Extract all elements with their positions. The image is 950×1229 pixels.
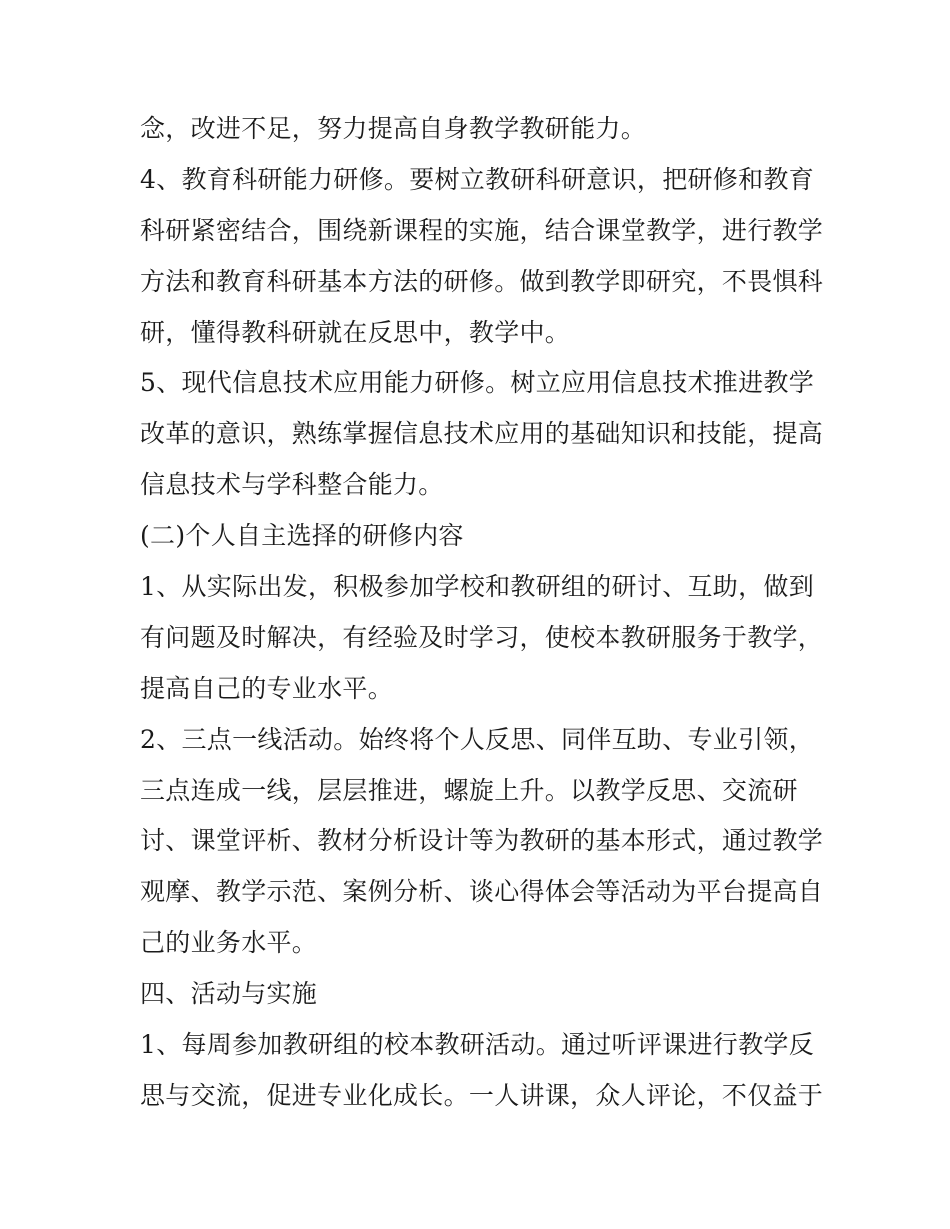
text-line: 方法和教育科研基本方法的研修。做到教学即研究，不畏惧科: [140, 266, 824, 296]
text-line: 思与交流，促进专业化成长。一人讲课，众人评论，不仅益于: [140, 1080, 824, 1110]
text-line: 改革的意识，熟练掌握信息技术应用的基础知识和技能，提高: [140, 419, 824, 449]
text-line: 观摩、教学示范、案例分析、谈心得体会等活动为平台提高自: [140, 877, 824, 907]
text-line: 科研紧密结合，围绕新课程的实施，结合课堂教学，进行教学: [140, 215, 824, 245]
text-line: 1、每周参加教研组的校本教研活动。通过听评课进行教学反: [140, 1030, 815, 1060]
section-heading: 四、活动与实施: [140, 979, 318, 1009]
text-line: 研，懂得教科研就在反思中，教学中。: [140, 317, 571, 347]
text-line: 己的业务水平。: [140, 928, 318, 958]
text-line: 信息技术与学科整合能力。: [140, 470, 444, 500]
document-body: [140, 104, 824, 1122]
text-line: 2、三点一线活动。始终将个人反思、同伴互助、专业引领，: [140, 724, 815, 754]
text-line: 1、从实际出发，积极参加学校和教研组的研讨、互助，做到: [140, 572, 815, 602]
text-line: 讨、课堂评析、教材分析设计等为教研的基本形式，通过教学: [140, 826, 824, 856]
text-line: 4、教育科研能力研修。要树立教研科研意识，把研修和教育: [140, 164, 815, 194]
text-line: 5、现代信息技术应用能力研修。树立应用信息技术推进教学: [140, 368, 815, 398]
text-line: 有问题及时解决，有经验及时学习，使校本教研服务于教学，: [140, 622, 824, 652]
text-line: 三点连成一线，层层推进，螺旋上升。以教学反思、交流研: [140, 775, 798, 805]
text-line: 提高自己的专业水平。: [140, 673, 394, 703]
section-heading: (二)个人自主选择的研修内容: [140, 521, 464, 551]
text-line: 念，改进不足，努力提高自身教学教研能力。: [140, 114, 647, 143]
